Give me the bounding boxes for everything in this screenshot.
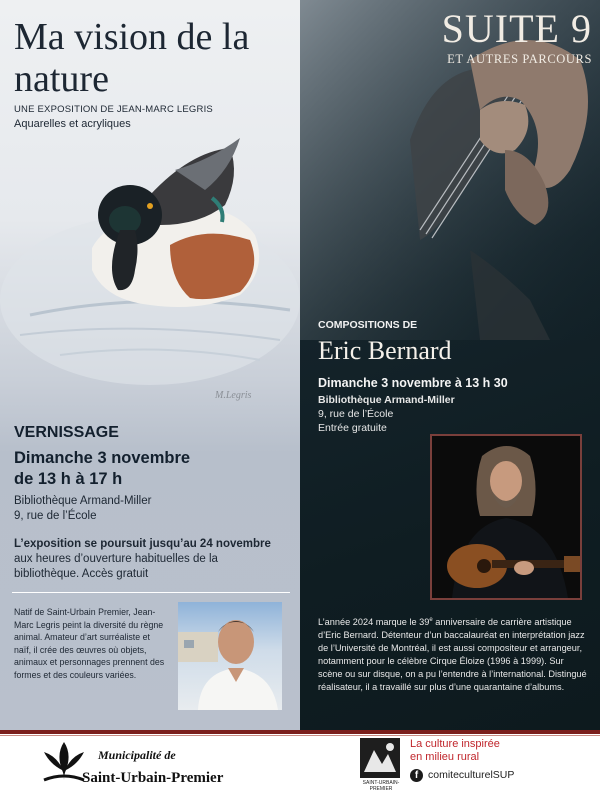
concert-admission: Entrée gratuite — [318, 422, 387, 434]
painting-signature: M.Legris — [215, 390, 252, 401]
cultural-committee-logo — [360, 738, 400, 778]
committee-tagline — [410, 738, 500, 764]
left-divider — [12, 592, 290, 593]
committee-tagline-line1: La culture inspirée — [410, 738, 500, 750]
vernissage-venue-address: 9, rue de l’École — [14, 510, 97, 522]
concert-subtitle: ET AUTRES PARCOURS — [447, 52, 592, 66]
concert-title: SUITE 9 — [441, 6, 592, 51]
municipality-label: Municipalité de — [98, 748, 176, 762]
facebook-handle[interactable]: comiteculturelSUP — [428, 769, 515, 781]
artist-bio-part2: anniversaire de carrière artistique d’Eric Bernard. Détenteur d’un baccalauréat en interprétation jazz de l’Université de Montréal, il est aussi compositeur et arrangeur, notamment pour le célèbre Cirque Éloize (1996 à 1999). Sur scène ou sur disque, on a pu l’entendre à l’international. Distingué réalisateur, il a travaillé sur plus d’une quarantaine d’albums. — [318, 617, 587, 693]
exhibition-title: Ma vision de la nature — [14, 16, 250, 100]
concert-venue-name: Bibliothèque Armand-Miller — [318, 394, 455, 406]
committee-tagline-line2: en milieu rural — [410, 751, 480, 763]
vernissage-venue — [14, 494, 151, 524]
concert-venue-address: 9, rue de l’École — [318, 408, 394, 420]
footer-rule-thin — [0, 735, 600, 736]
vernissage-heading: VERNISSAGE — [14, 424, 119, 441]
artist-bio-part1: L’année 2024 marque le 39 — [318, 617, 430, 628]
vernissage-date-line1: Dimanche 3 novembre — [14, 449, 191, 467]
guitarist-photo — [430, 434, 582, 600]
facebook-icon[interactable]: f — [410, 769, 423, 782]
artist-name: Eric Bernard — [318, 336, 452, 365]
vernissage-date — [14, 448, 190, 490]
exhibition-hours: aux heures d’ouverture habituelles de la bibliothèque. Accès gratuit — [14, 553, 218, 580]
concert-date: Dimanche 3 novembre à 13 h 30 — [318, 376, 508, 390]
painter-photo — [178, 602, 282, 710]
municipality-name: Saint-Urbain-Premier — [82, 770, 224, 786]
vernissage-venue-name: Bibliothèque Armand-Miller — [14, 495, 152, 507]
footer-rule — [0, 730, 600, 734]
duck-painting — [0, 130, 300, 405]
painter-bio: Natif de Saint-Urbain Premier, Jean-Marc Legris peint la diversité du règne animal. Amateur d’art surréaliste et naïf, il crée des œuvres où objets, animaux et personnages prennent des formes et des couleurs variées. — [14, 607, 165, 680]
concert-venue — [318, 393, 455, 435]
cultural-committee-caption: SAINT-URBAIN-PREMIER — [362, 780, 400, 792]
exhibition-media: Aquarelles et acryliques — [14, 118, 131, 130]
exhibition-subtitle: UNE EXPOSITION DE JEAN-MARC LEGRIS — [14, 104, 213, 115]
compositions-label: COMPOSITIONS DE — [318, 319, 418, 331]
artist-bio — [318, 614, 588, 694]
exhibition-end-date: L’exposition se poursuit jusqu’au 24 novembre — [14, 538, 271, 550]
artist-bio-sup: e — [429, 617, 433, 623]
exhibition-duration-note — [14, 537, 284, 582]
municipality-leaf-logo — [40, 740, 88, 786]
vernissage-date-line2: de 13 h à 17 h — [14, 470, 123, 488]
